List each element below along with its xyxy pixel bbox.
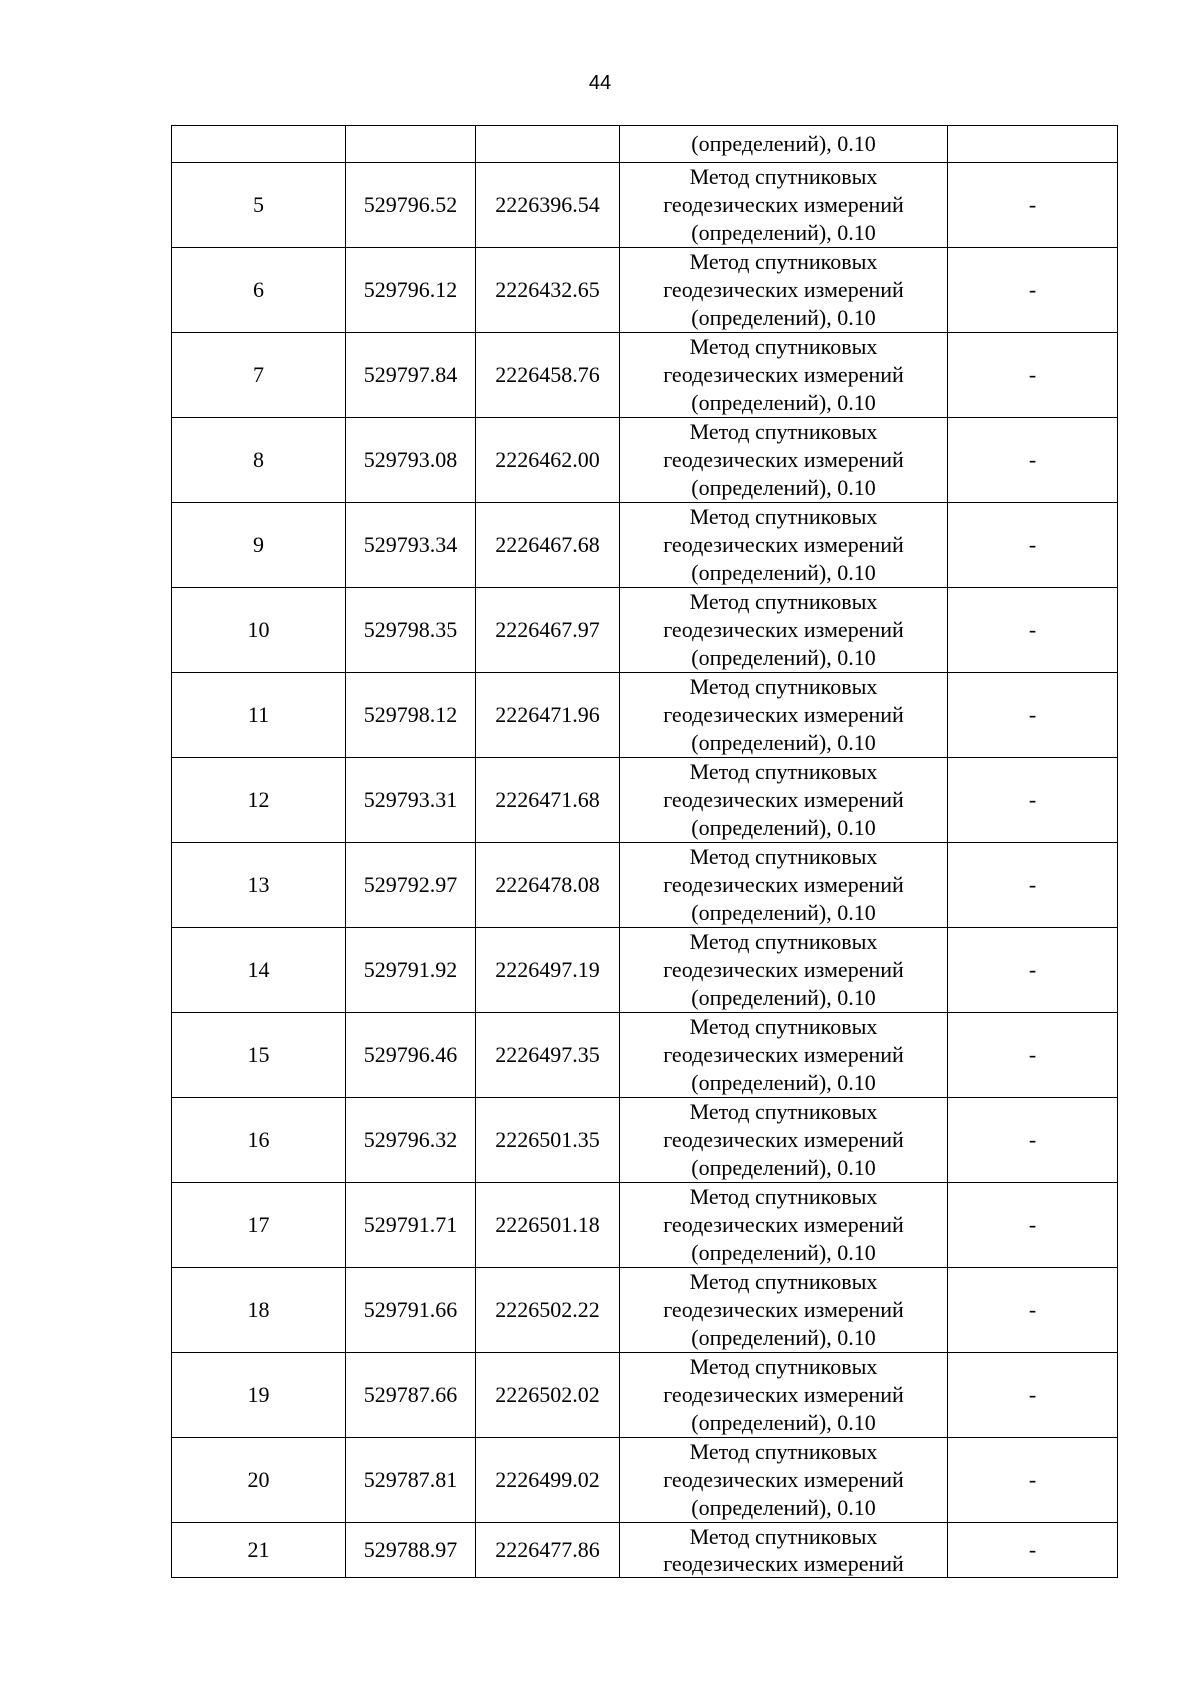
cell-number: 5 (172, 163, 346, 248)
cell-number: 16 (172, 1098, 346, 1183)
table-row (172, 1523, 1118, 1578)
method-line: (определений), 0.10 (691, 1155, 876, 1180)
cell-y: 2226462.00 (476, 418, 620, 503)
table-row (172, 588, 1118, 673)
method-line: Метод спутниковых (689, 1439, 878, 1464)
cell-x: 529796.32 (346, 1098, 476, 1183)
cell-y: 2226499.02 (476, 1438, 620, 1523)
cell-number: 9 (172, 503, 346, 588)
method-line: геодезических измерений (663, 1127, 904, 1152)
table-row (172, 843, 1118, 928)
cell-x: 529798.35 (346, 588, 476, 673)
cell-number: 13 (172, 843, 346, 928)
cell-x: 529792.97 (346, 843, 476, 928)
cell-y: 2226478.08 (476, 843, 620, 928)
method-line: (определений), 0.10 (691, 560, 876, 585)
method-line: геодезических измерений (663, 362, 904, 387)
cell-number: 17 (172, 1183, 346, 1268)
cell-method (620, 1268, 948, 1353)
method-line: геодезических измерений (663, 957, 904, 982)
cell-method (620, 588, 948, 673)
cell-y: 2226497.35 (476, 1013, 620, 1098)
cell-x: 529787.66 (346, 1353, 476, 1438)
method-line: геодезических измерений (663, 1551, 904, 1576)
method-line: (определений), 0.10 (691, 985, 876, 1010)
cell-number: 20 (172, 1438, 346, 1523)
method-line: (определений), 0.10 (691, 900, 876, 925)
cell-x: 529798.12 (346, 673, 476, 758)
cell-number: 6 (172, 248, 346, 333)
cell-note: - (948, 333, 1118, 418)
method-line: геодезических измерений (663, 1042, 904, 1067)
cell-number: 7 (172, 333, 346, 418)
cell-method (620, 1098, 948, 1183)
cell-number: 19 (172, 1353, 346, 1438)
cell-x: 529793.31 (346, 758, 476, 843)
cell-y: 2226458.76 (476, 333, 620, 418)
cell-method (620, 1013, 948, 1098)
method-line: Метод спутниковых (689, 334, 878, 359)
cell-number: 10 (172, 588, 346, 673)
cell-y: 2226501.35 (476, 1098, 620, 1183)
cell-y: 2226467.97 (476, 588, 620, 673)
method-line: Метод спутниковых (689, 249, 878, 274)
cell-method (620, 928, 948, 1013)
method-line: (определений), 0.10 (691, 1325, 876, 1350)
method-line: геодезических измерений (663, 532, 904, 557)
cell-method (620, 503, 948, 588)
table-row (172, 418, 1118, 503)
cell-x: 529793.08 (346, 418, 476, 503)
cell-number: 14 (172, 928, 346, 1013)
cell-note (948, 126, 1118, 163)
cell-note: - (948, 843, 1118, 928)
cell-y: 2226471.68 (476, 758, 620, 843)
method-line: (определений), 0.10 (691, 220, 876, 245)
cell-x: 529796.46 (346, 1013, 476, 1098)
cell-method: (определений), 0.10 (620, 126, 948, 163)
method-line: (определений), 0.10 (691, 645, 876, 670)
cell-method (620, 758, 948, 843)
cell-y: 2226497.19 (476, 928, 620, 1013)
table-row (172, 1353, 1118, 1438)
method-line: геодезических измерений (663, 1382, 904, 1407)
cell-number (172, 126, 346, 163)
method-line: Метод спутниковых (689, 1524, 878, 1549)
cell-x: 529788.97 (346, 1523, 476, 1578)
cell-method (620, 163, 948, 248)
cell-note: - (948, 163, 1118, 248)
cell-method (620, 843, 948, 928)
method-line: (определений), 0.10 (691, 305, 876, 330)
table-row (172, 1013, 1118, 1098)
cell-x: 529796.52 (346, 163, 476, 248)
method-line: Метод спутниковых (689, 674, 878, 699)
cell-note: - (948, 588, 1118, 673)
cell-number: 8 (172, 418, 346, 503)
table-row (172, 1438, 1118, 1523)
method-line: Метод спутниковых (689, 1099, 878, 1124)
coordinates-table (171, 125, 1118, 1578)
table-row (172, 673, 1118, 758)
cell-y: 2226502.22 (476, 1268, 620, 1353)
method-line: геодезических измерений (663, 1297, 904, 1322)
table-row (172, 248, 1118, 333)
method-line: (определений), 0.10 (691, 1070, 876, 1095)
cell-note: - (948, 1523, 1118, 1578)
method-line: (определений), 0.10 (691, 1410, 876, 1435)
method-line: геодезических измерений (663, 702, 904, 727)
cell-y (476, 126, 620, 163)
cell-x (346, 126, 476, 163)
cell-y: 2226477.86 (476, 1523, 620, 1578)
cell-note: - (948, 1098, 1118, 1183)
cell-y: 2226467.68 (476, 503, 620, 588)
cell-x: 529787.81 (346, 1438, 476, 1523)
method-line: (определений), 0.10 (691, 1495, 876, 1520)
method-line: Метод спутниковых (689, 844, 878, 869)
cell-note: - (948, 1438, 1118, 1523)
cell-note: - (948, 1013, 1118, 1098)
cell-method (620, 248, 948, 333)
cell-note: - (948, 418, 1118, 503)
table-row (172, 1268, 1118, 1353)
cell-x: 529796.12 (346, 248, 476, 333)
cell-x: 529791.71 (346, 1183, 476, 1268)
coordinates-table-body (172, 126, 1118, 1578)
cell-y: 2226471.96 (476, 673, 620, 758)
cell-x: 529793.34 (346, 503, 476, 588)
cell-method (620, 1523, 948, 1578)
cell-note: - (948, 758, 1118, 843)
cell-number: 15 (172, 1013, 346, 1098)
table-row (172, 1183, 1118, 1268)
method-line: Метод спутниковых (689, 929, 878, 954)
page-number: 44 (588, 72, 612, 94)
cell-number: 11 (172, 673, 346, 758)
method-line: геодезических измерений (663, 192, 904, 217)
cell-method (620, 673, 948, 758)
cell-method (620, 1183, 948, 1268)
method-line: геодезических измерений (663, 447, 904, 472)
method-line: геодезических измерений (663, 787, 904, 812)
method-line: Метод спутниковых (689, 504, 878, 529)
cell-note: - (948, 1183, 1118, 1268)
method-line: Метод спутниковых (689, 589, 878, 614)
method-line: Метод спутниковых (689, 759, 878, 784)
method-line: геодезических измерений (663, 277, 904, 302)
method-line: Метод спутниковых (689, 1014, 878, 1039)
cell-method (620, 1353, 948, 1438)
cell-note: - (948, 1353, 1118, 1438)
table-row (172, 758, 1118, 843)
cell-number: 18 (172, 1268, 346, 1353)
cell-x: 529797.84 (346, 333, 476, 418)
method-line: Метод спутниковых (689, 419, 878, 444)
method-line: Метод спутниковых (689, 1184, 878, 1209)
cell-y: 2226501.18 (476, 1183, 620, 1268)
cell-method (620, 418, 948, 503)
table-row-continued (172, 126, 1118, 163)
method-line: геодезических измерений (663, 1212, 904, 1237)
cell-note: - (948, 503, 1118, 588)
method-line: (определений), 0.10 (691, 1240, 876, 1265)
cell-x: 529791.66 (346, 1268, 476, 1353)
cell-method (620, 333, 948, 418)
table-row (172, 333, 1118, 418)
cell-method (620, 1438, 948, 1523)
method-line: (определений), 0.10 (691, 815, 876, 840)
cell-note: - (948, 1268, 1118, 1353)
table-row (172, 928, 1118, 1013)
table-row (172, 1098, 1118, 1183)
cell-note: - (948, 928, 1118, 1013)
cell-note: - (948, 673, 1118, 758)
cell-x: 529791.92 (346, 928, 476, 1013)
cell-number: 21 (172, 1523, 346, 1578)
cell-y: 2226502.02 (476, 1353, 620, 1438)
method-line: геодезических измерений (663, 872, 904, 897)
method-line: Метод спутниковых (689, 1269, 878, 1294)
method-line: (определений), 0.10 (691, 390, 876, 415)
cell-note: - (948, 248, 1118, 333)
method-line: (определений), 0.10 (691, 730, 876, 755)
table-row (172, 163, 1118, 248)
cell-y: 2226396.54 (476, 163, 620, 248)
method-line: (определений), 0.10 (691, 475, 876, 500)
cell-number: 12 (172, 758, 346, 843)
cell-y: 2226432.65 (476, 248, 620, 333)
method-line: Метод спутниковых (689, 164, 878, 189)
method-line: геодезических измерений (663, 1467, 904, 1492)
method-line: Метод спутниковых (689, 1354, 878, 1379)
table-row (172, 503, 1118, 588)
method-line: геодезических измерений (663, 617, 904, 642)
